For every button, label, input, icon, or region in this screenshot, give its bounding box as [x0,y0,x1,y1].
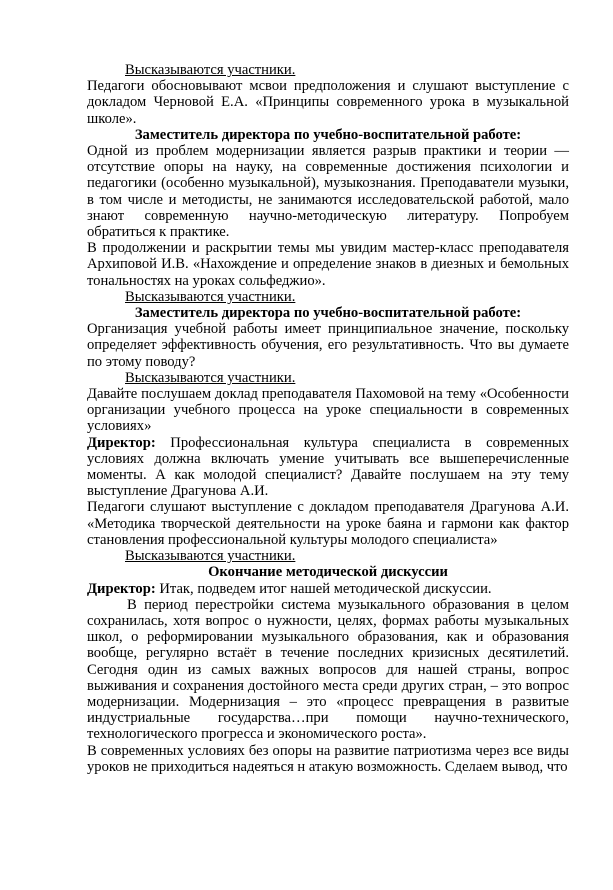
speaker-text: Итак, подведем итог нашей методической дискуссии. [159,580,492,597]
paragraph: Организация учебной работы имеет принципиальное значение, поскольку определяет эффективность обучения, его результативность. Что вы думаете по этому поводу? [87,321,569,370]
speaker-label: Директор: [87,434,156,451]
participants-remark: Высказываются участники. [125,369,296,386]
participants-remark: Высказываются участники. [125,548,296,565]
paragraph: Педагоги слушают выступление с докладом преподавателя Драгунова А.И. «Методика творческой деятельности на уроке баяна и гармони как фактор становления профессиональной культуры молодого специалиста» [87,499,569,548]
speaker-text: Профессиональная культура специалиста в современных условиях должна включать умение учитывать все вышеперечисленные моменты. А как молодой специалист? Давайте послушаем на эту тему выступление Драгунова А.И. [87,434,569,500]
paragraph: Педагоги обосновывают мсвои предположения и слушают выступление с докладом Черновой Е.А. «Принципы современного урока в музыкальной школе». [87,78,569,127]
participants-remark: Высказываются участники. [125,288,296,305]
speaker-label: Директор: [87,580,156,597]
paragraph: В продолжении и раскрытии темы мы увидим мастер-класс преподавателя Архиповой И.В. «Нахождение и определение знаков в диезных и бемольных тональностях на уроках сольфеджио». [87,240,569,289]
paragraph: Одной из проблем модернизации является разрыв практики и теории — отсутствие опоры на науку, на современные достижения психологии и педагогики (особенно музыкальной), музыкознания. Преподаватели музыки, в том числе и методисты, не занимаются исследовательской работой, мало знают современную научно-методическую литературу. Попробуем обратиться к практике. [87,143,569,241]
participants-remark: Высказываются участники. [125,62,296,78]
paragraph: Давайте послушаем доклад преподавателя Пахомовой на тему «Особенности организации учебного процесса на уроке специальности в современных условиях» [87,386,569,435]
section-heading: Окончание методической дискуссии [208,564,448,581]
paragraph: В современных условиях без опоры на развитие патриотизма через все виды уроков не приходиться надеяться н атакую возможность. Сделаем вывод, что [87,742,569,775]
speaker-paragraph [87,581,569,597]
speaker-paragraph [87,435,569,500]
paragraph: В период перестройки система музыкального образования в целом сохранилась, хотя вопрос о нужности, целях, формах работы музыкальных школ, о реформировании музыкального образования, как и образования вообще, регулярно встаёт в течение последних кризисных десятилетий. Сегодня один из самых важных вопросов для нашей страны, вопрос выживания и сохранения достойного места среди других стран, – это вопрос модернизации. Модернизация – это «процесс превращения в развитые индустриальные государства…при помощи научно-технического, технологического прогресса и экономического роста». [87,596,569,743]
section-heading: Заместитель директора по учебно-воспитательной работе: [134,126,522,143]
section-heading: Заместитель директора по учебно-воспитательной работе: [134,305,522,322]
